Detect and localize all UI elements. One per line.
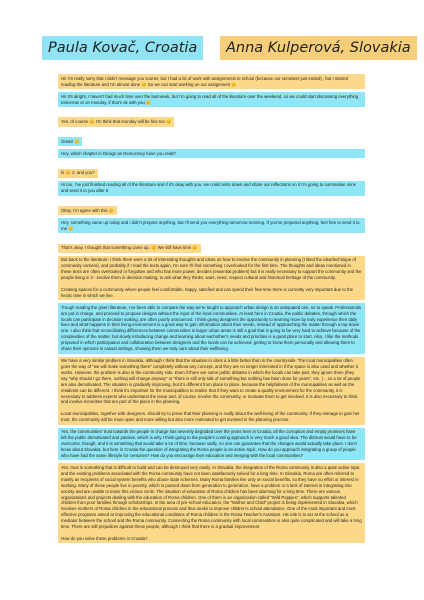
message-row xyxy=(58,74,365,89)
message-text: hi 😊 2. and you? xyxy=(61,170,95,176)
message-row xyxy=(58,149,365,158)
message-text: How do you solve these problems in Croatia? xyxy=(61,535,148,541)
message-text: Yes, of course 😊 I'm think that monday will be fine too 😊 xyxy=(61,119,172,124)
message-paula xyxy=(58,137,82,146)
message-row xyxy=(58,181,365,196)
chat-header xyxy=(42,36,411,62)
message-row xyxy=(58,428,365,461)
message-row xyxy=(58,236,365,256)
message-row xyxy=(58,110,365,130)
message-text: Great! 😊 xyxy=(61,138,80,144)
participant-name-anna: Anna Kulperová, Slovakia xyxy=(220,36,417,60)
message-row xyxy=(58,130,365,150)
message-anna xyxy=(58,256,365,301)
message-text: Hi! It's alright, I haven't had much time over the last week, but I'm going to read all of the literature over the weekend, so we could start discussing everything tomorrow or on monday, if that's ok with you 😊 xyxy=(61,93,359,105)
message-row xyxy=(58,92,365,107)
message-text: But back to the literature: I think there were a lot of interesting thoughts and ideas on how to involve the community in planning (I liked the idea/technique of community camera), and probably if I read the texts again, I'm sure I'll find something I overlooked for the first time. The thoughts and ideas mentioned in these texts are often overlooked or forgotten and who has more power, decides (essential problem) but it is really necessary to support the community and the people living in it - involve them in decision making, to ask what they thinks, want, need, respect cultural and historical heritage of the community. xyxy=(61,257,362,280)
message-anna xyxy=(58,206,117,215)
message-row xyxy=(58,256,365,301)
message-text: Okay, I'm agree with this 😊 xyxy=(61,207,115,213)
message-paula xyxy=(58,428,365,461)
message-row xyxy=(58,303,365,353)
message-paula xyxy=(58,303,365,353)
message-thread xyxy=(58,74,365,546)
message-row xyxy=(58,218,365,233)
participant-name-paula: Paula Kovač, Croatia xyxy=(42,36,203,60)
message-anna xyxy=(58,169,98,178)
message-row xyxy=(58,199,365,219)
message-paula xyxy=(58,218,365,233)
message-anna xyxy=(58,117,174,126)
message-text: Trough reading the given literature, I've been able to compare the way we're taught to approach urban design is an antiquated one, so to speak. Professionals are put in charge, and proceed to propose designs without the input of the local communities. At least here in Croatia, the public debates, through which the locals can participate in decision making, are often poorly announced. I think giving designers the opportunity to learning more by truly experience their daily lives and what happens in their living environment is a great way to gain information about their needs, instead of approaching the matter through a top-down one. I also think that reconciliating differences between communities in larger urban areas is still a goal that is going to be very hard to achieve because of the complexities of the matter, but slowly introducing change and learning about eachother's needs and priorities is a good place to start. Also, I like the methods proposed in which participation and collaboration between designers and the locals can be achieved, getting to know them personally and allowing them to share their opinions in casual settings, showing them we truly care about their wellbeing. xyxy=(61,304,362,352)
message-text: Hey, which chapter in Design as Democracy have you read? xyxy=(61,150,176,156)
message-text: Hi! I'm really sorry that I didn't message you sooner, but I had a lot of work with assignments to school (because our semester just ended) , but I started reading the literature and I'm almost done 😊 So we can start working on our assignment 😊 xyxy=(61,75,349,87)
message-paula xyxy=(58,149,365,158)
message-text: We have a very similar problem in Slovakia, although I think that the situation in cities a a little better than in the countryside. The local municipalities often goes the way of "we will make something there" completely without any concept, and they are no longer interested in if the space is also used and whether it works. However, the problem is also in the community side. Even if there are some public debates in which the locals can take part, they ignore them (they say "why should I go there, nothing will change anyway" or "there is still only talk of something but nothing has been done for years", etc. ) .. so a lot of people are also demotivated. The situation is gradually improving, but it's different from place to place, because the helpfulness of the municipalities as well as the residents can be different. I think it's important for the municipalities to realize that if they want to create a quality environment for the community, it is necessary to address experts who understand the issue and, of course, involve the community, or motivate them to get involved. It is also necessary to think and involve minorities that are part of the place in the planning. xyxy=(61,358,361,405)
message-text: Yes, the communities' trust towards the people in charge has severely degraded over the years here in Croatia, all the corruption and empty promises have left the public demotivated and passive, which is why I think going to the people's coming approach is very much a good idea. The distrust would have to be overcome, though, and it is something that would take a lot of time, because sadly, no one can guarantee that the changes would actually take place. I don't know about Slovakia, but here in Croatia the question of integrating the Roma people is an active topic. How do you approach integrating a group of people who have had the same lifestyle for centuries? How do you encourage their education and merging with the local communities? xyxy=(61,429,357,458)
message-anna xyxy=(58,357,365,425)
message-text: Hi too, I've just finished reading all of the literature and if it's okay with you, we could write down and share our reflections on it I'm going to summarise mine and send it to you after 6 xyxy=(61,182,357,194)
message-text: Creating spaces for a community where people feel comfortable, happy, satisfied and can spend their free time there is currently very important due to the hectic time in which we live. xyxy=(61,286,354,298)
message-anna xyxy=(58,463,365,543)
message-anna xyxy=(58,74,365,89)
message-paula xyxy=(58,92,365,107)
message-anna xyxy=(58,244,201,253)
message-text: Yes, trust is something that is difficult to build and can be destroyed very easily. In Slovakia, the integration of the Roma community is also a quite active topic and the existing problems associated with the Roma community have not been satisfactorily solved for a long time. In Slovakia, Roma are often referred to mainly as recipients of social system benefits who abuse state schemes. Many Roma families live only on social benefits, so they have no effort or interest in working. Many of these people live in poverty, which is passed down from generation to generation. have a problem or a lack of interest in integrating into society and are unable to leave this vicious circle. The situation of education of Roma children has been alarming for a long time. There are various organizations and projects dealing with the education of Roma children. One of them is an organization called "Wild Poppies", which supports talented children from poor families through scholarships. In the area of pre-school education, the "Mother and Child" project is being implemented in Slovakia, which involves mothers of Roma children in the educational process and thus seeks to improve children's school attendance. One of the most important and most effective programs aimed at improving the educational conditions of Roma children is the Roma Teacher's Assistant. His role is to act at the school as a mediator between the school and the Roma community. Connecting the Roma community with local communities is also quite complicated and will take a long time. There are still prejudices against these people, although I think that there is a gradual improvement xyxy=(61,465,362,530)
message-row xyxy=(58,357,365,425)
message-text: Local municipalities, together with designers, should try to prove that their planning is really about the well-being of the community. If they manage to gain her trust, the community will be more open and more willing but also more motivated to get involved in the planning process. xyxy=(61,411,360,423)
message-paula xyxy=(58,181,365,196)
message-text: Hey, something came up today and i didn't prepare anything, but I'll send you everything tomorrow morning. If you've prepared anything, feel free to send it to me 😊 xyxy=(61,219,360,231)
message-text: That's okay. I thought that something came up. 😊 We still have time 😊 xyxy=(61,245,198,251)
message-row xyxy=(58,463,365,543)
message-row xyxy=(58,161,365,181)
